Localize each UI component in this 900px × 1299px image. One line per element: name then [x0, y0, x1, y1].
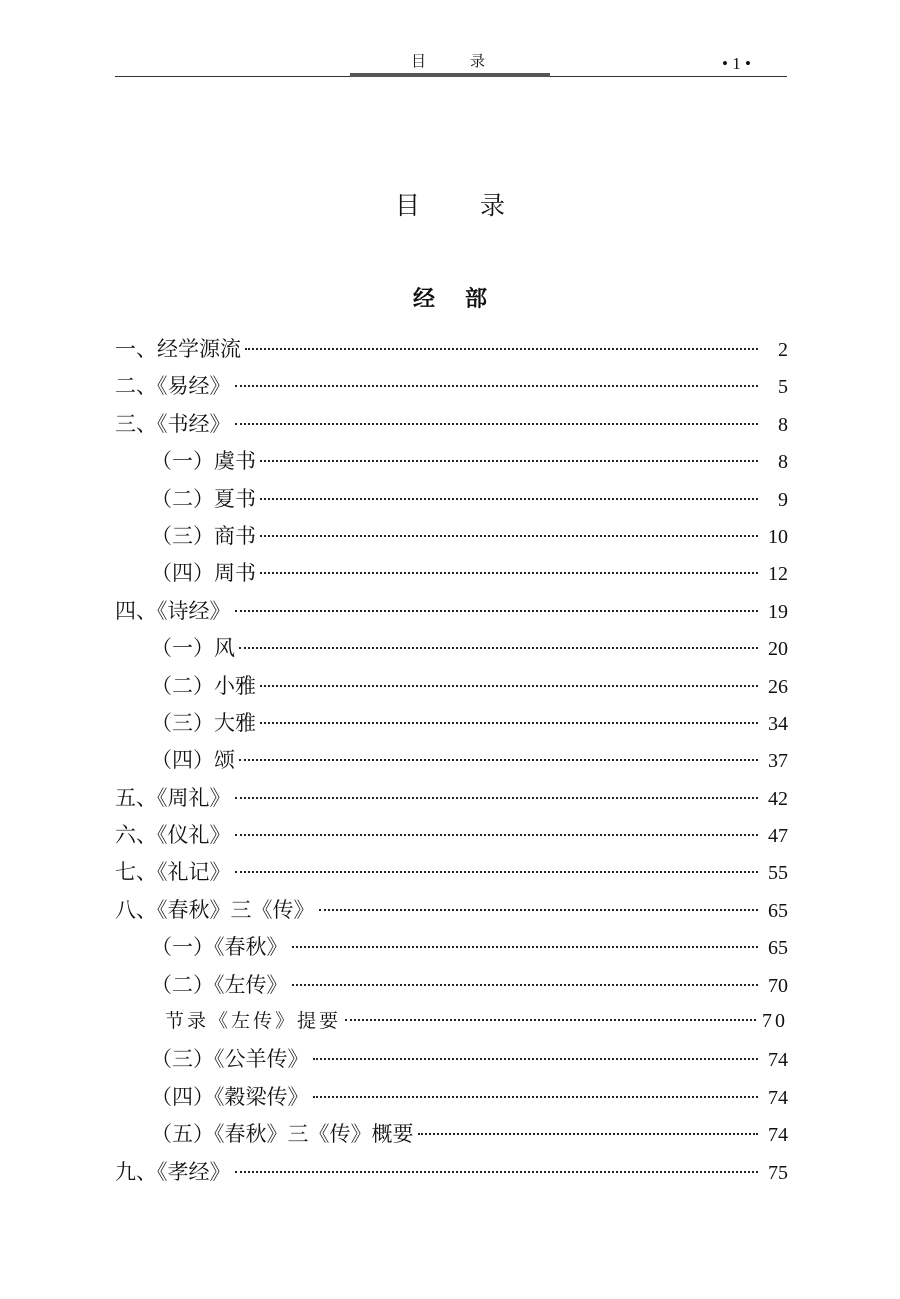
toc-entry-page: 10	[768, 525, 788, 548]
dot-leader	[313, 1096, 759, 1098]
toc-entry[interactable]	[115, 1081, 788, 1118]
toc-entry[interactable]	[115, 1043, 788, 1080]
toc-entry-page: 70	[762, 1010, 788, 1033]
toc-entry-label: （四）周书	[151, 561, 256, 586]
toc-entry-page: 55	[768, 862, 788, 885]
dot-leader	[345, 1019, 756, 1021]
dot-leader	[313, 1058, 759, 1060]
toc-entry[interactable]	[115, 1156, 788, 1193]
toc-entry-label: （四）颂	[151, 748, 235, 773]
toc-entry[interactable]	[115, 445, 788, 482]
toc-entry-page: 8	[778, 451, 788, 474]
toc-entry-page: 26	[768, 675, 788, 698]
toc-entry[interactable]	[115, 333, 788, 370]
toc-entry-page: 47	[768, 825, 788, 848]
dot-leader	[292, 946, 759, 948]
dot-leader	[418, 1133, 759, 1135]
toc-entry-page: 70	[768, 974, 788, 997]
dot-leader	[239, 759, 758, 761]
section-heading: 经部	[412, 286, 517, 312]
toc-entry-page: 65	[768, 899, 788, 922]
toc-entry[interactable]	[115, 856, 788, 893]
toc-entry-label: 节录《左传》提要	[165, 1010, 342, 1033]
toc-entry-page: 20	[768, 638, 788, 661]
toc-entry[interactable]	[115, 969, 788, 1006]
toc-entry-label: 三、《书经》	[115, 411, 231, 436]
toc-entry-label: 一、经学源流	[115, 337, 241, 361]
toc-entry-label: 六、《仪礼》	[115, 823, 231, 848]
dot-leader	[235, 797, 759, 799]
toc-entry[interactable]	[115, 782, 788, 819]
running-head-title: 目录	[411, 52, 530, 70]
toc-entry[interactable]	[115, 370, 788, 407]
dot-leader	[319, 909, 759, 911]
toc-entry-label: （三）《公羊传》	[151, 1047, 309, 1072]
dot-leader	[260, 535, 758, 537]
toc-entry-label: （一）《春秋》	[151, 935, 288, 960]
dot-leader	[292, 984, 759, 986]
toc-entry-page: 74	[768, 1124, 788, 1147]
toc-entry-label: 八、《春秋》三《传》	[115, 897, 315, 922]
toc-entry[interactable]	[115, 1118, 788, 1155]
toc-entry[interactable]	[115, 931, 788, 968]
toc-entry-page: 2	[778, 339, 788, 361]
dot-leader	[235, 871, 759, 873]
dot-leader	[260, 460, 758, 462]
toc-entry-page: 34	[768, 712, 788, 735]
toc-entry-page: 75	[768, 1161, 788, 1184]
dot-leader	[235, 423, 759, 425]
toc-entry[interactable]	[115, 819, 788, 856]
toc-entry-label: （五）《春秋》三《传》概要	[151, 1122, 414, 1147]
toc-entry[interactable]	[115, 483, 788, 520]
toc-entry-page: 37	[768, 750, 788, 773]
toc-entry-label: 七、《礼记》	[115, 860, 231, 885]
toc-entry-label: （三）大雅	[151, 710, 256, 735]
toc-entry-page: 65	[768, 937, 788, 960]
dot-leader	[235, 610, 759, 612]
toc-entry[interactable]	[115, 670, 788, 707]
toc-entry[interactable]	[115, 894, 788, 931]
toc-entry-label: 二、《易经》	[115, 374, 231, 399]
toc-entry[interactable]	[115, 707, 788, 744]
toc-entry[interactable]	[115, 744, 788, 781]
dot-leader	[260, 685, 758, 687]
dot-leader	[235, 1171, 759, 1173]
running-head-page-number: • 1 •	[722, 54, 751, 73]
toc-entry-label: 九、《孝经》	[115, 1159, 231, 1184]
toc-entry-page: 74	[768, 1049, 788, 1072]
header-accent-bar	[350, 73, 550, 77]
toc-entry-label: 五、《周礼》	[115, 785, 231, 810]
toc-entry[interactable]	[115, 632, 788, 669]
toc-entry[interactable]	[115, 595, 788, 632]
toc-entry[interactable]	[115, 1006, 788, 1043]
table-of-contents	[115, 333, 788, 1193]
toc-entry-label: （二）夏书	[151, 486, 256, 511]
toc-entry[interactable]	[115, 408, 788, 445]
toc-entry-label: （二）小雅	[151, 673, 256, 698]
dot-leader	[260, 722, 758, 724]
toc-entry-page: 19	[768, 600, 788, 623]
page-title: 目录	[394, 191, 565, 220]
toc-entry-page: 42	[768, 787, 788, 810]
running-head	[0, 50, 900, 80]
dot-leader	[245, 348, 758, 350]
toc-entry-page: 12	[768, 563, 788, 586]
toc-entry-label: （一）虞书	[151, 449, 256, 474]
dot-leader	[260, 572, 758, 574]
toc-entry-page: 74	[768, 1086, 788, 1109]
dot-leader	[239, 647, 758, 649]
toc-entry-label: （二）《左传》	[151, 972, 288, 997]
dot-leader	[235, 834, 759, 836]
toc-entry[interactable]	[115, 557, 788, 594]
toc-entry-page: 8	[778, 413, 788, 436]
dot-leader	[260, 498, 758, 500]
toc-entry-label: 四、《诗经》	[115, 598, 231, 623]
toc-entry[interactable]	[115, 520, 788, 557]
toc-entry-label: （四）《穀梁传》	[151, 1084, 309, 1109]
toc-entry-label: （三）商书	[151, 523, 256, 548]
toc-entry-page: 9	[778, 488, 788, 511]
toc-entry-label: （一）风	[151, 636, 235, 661]
toc-entry-page: 5	[778, 376, 788, 399]
dot-leader	[235, 385, 759, 387]
